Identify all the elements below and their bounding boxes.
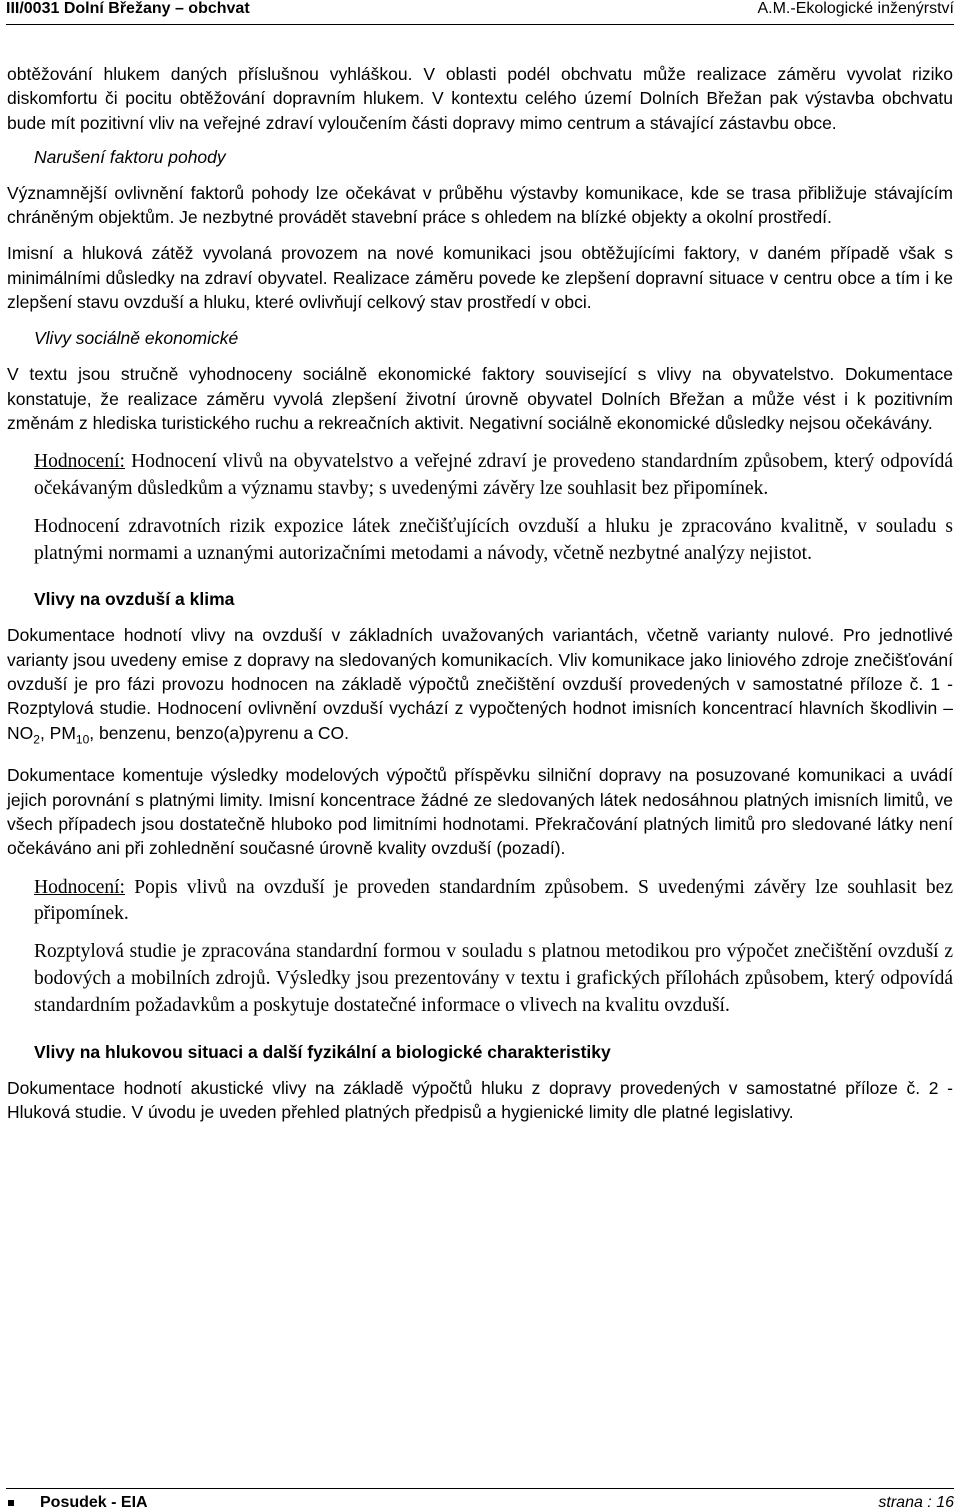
evaluation-text: Hodnocení vlivů na obyvatelstvo a veřejné zdraví je provedeno standardním způsobem, který odpovídá očekávaným důsledkům a významu stavby; s uvedenými závěry lze souhlasit bez připomínek. <box>34 451 953 500</box>
footer-page-number: strana : 16 <box>878 1494 954 1511</box>
section-heading: Vlivy na hlukovou situaci a další fyzikální a biologické charakteristiky <box>34 1041 611 1062</box>
paragraph-text: Dokumentace hodnotí vlivy na ovzduší v základních uvažovaných variantách, včetně varianty nulové. Pro jednotlivé varianty jsou uvedeny emise z dopravy na sledovaných komunikacích. Vliv komunikace jako liniového zdroje znečišťování ovzduší je pro fázi provozu hodnocen na základě výpočtů znečištění ovzduší provedených v samostatné příloze č. 1 - Rozptylová studie. Hodnocení ovlivnění ovzduší vychází z vypočtených hodnot imisních koncentrací hlavních škodlivin – NO <box>7 625 953 743</box>
evaluation-label: Hodnocení: <box>34 451 125 473</box>
page-footer <box>6 1488 954 1512</box>
paragraph: Významnější ovlivnění faktorů pohody lze očekávat v průběhu výstavby komunikace, kde se trasa přibližuje stávajícím chráněným objektům. Je nezbytné provádět stavební práce s ohledem na blízké objekty a okolní prostředí. <box>7 182 953 228</box>
evaluation-paragraph: Rozptylová studie je zpracována standardní formou v souladu s platnou metodikou pro výpočet znečištění ovzduší z bodových a mobilních zdrojů. Výsledky jsou prezentovány v textu i grafických přílohách způsobem, který odpovídá standardním požadavkům a poskytuje dostatečné informace o vlivech na kvalitu ovzduší. <box>34 941 953 1016</box>
footer-document-type: Posudek - EIA <box>40 1494 148 1511</box>
section-heading: Vlivy na ovzduší a klima <box>34 589 235 610</box>
paragraph <box>7 623 953 751</box>
page-content <box>7 62 953 1124</box>
paragraph: Dokumentace hodnotí akustické vlivy na základě výpočtů hluku z dopravy provedených v samostatné příloze č. 2 - Hluková studie. V úvodu je uveden přehled platných předpisů a hygienické limity dle platné legislativy. <box>7 1077 953 1122</box>
evaluation-paragraph <box>7 875 953 929</box>
square-bullet-icon <box>8 1500 14 1506</box>
header-rule <box>6 24 954 25</box>
subheading: Narušení faktoru pohody <box>34 146 226 167</box>
evaluation-paragraph <box>7 449 953 503</box>
evaluation-text: Popis vlivů na ovzduší je proveden standardním způsobem. S uvedenými závěry lze souhlasit bez připomínek. <box>34 876 953 925</box>
paragraph-text: , PM <box>39 722 76 743</box>
subscript: 2 <box>33 732 40 747</box>
paragraph: Dokumentace komentuje výsledky modelových výpočtů příspěvku silniční dopravy na posuzované komunikaci a uvádí jejich porovnání s platnými limity. Imisní koncentrace žádné ze sledovaných látek nedosáhnou platných imisních limitů, ve všech případech jsou dostatečně hluboko pod limitními hodnotami. Překračování platných limitů pro sledované látky není očekáváno ani při zohlednění současné úrovně kvality ovzduší (pozadí). <box>7 765 953 859</box>
paragraph: obtěžování hlukem daných příslušnou vyhláškou. V oblasti podél obchvatu může realizace záměru vyvolat riziko diskomfortu či pocitu obtěžování dopravním hlukem. V kontextu celého území Dolních Břežan pak výstavba obchvatu bude mít pozitivní vliv na veřejné zdraví vyloučením části dopravy mimo centrum a stávající zástavbu obce. <box>7 64 953 133</box>
subscript: 10 <box>75 732 90 747</box>
header-company: A.M.-Ekologické inženýrství <box>757 0 954 17</box>
page-header <box>6 0 954 26</box>
paragraph: Imisní a hluková zátěž vyvolaná provozem na nové komunikaci jsou obtěžujícími faktory, v daném případě však s minimálními důsledky na zdraví obyvatel. Realizace záměru povede ke zlepšení dopravní situace v centru obce a tím i ke zlepšení stavu ovzduší a hluku, které ovlivňují celkový stav prostředí v obci. <box>7 243 953 313</box>
evaluation-label: Hodnocení: <box>34 876 125 898</box>
footer-rule <box>6 1488 954 1489</box>
header-title: III/0031 Dolní Břežany – obchvat <box>6 0 250 17</box>
paragraph: V textu jsou stručně vyhodnoceny sociálně ekonomické faktory související s vlivy na obyvatelstvo. Dokumentace konstatuje, že realizace záměru vyvolá zlepšení životní úrovně obyvatel Dolních Břežan a může vést i k pozitivním změnám z hlediska turistického ruchu a rekreačních aktivit. Negativní sociálně ekonomické důsledky nejsou očekávány. <box>7 364 953 433</box>
paragraph-text: , benzenu, benzo(a)pyrenu a CO. <box>89 722 350 743</box>
evaluation-paragraph: Hodnocení zdravotních rizik expozice látek znečišťujících ovzduší a hluku je zpracováno kvalitně, v souladu s platnými normami a uznanými autorizačními metodami a návody, včetně nezbytné analýzy nejistot. <box>34 515 953 564</box>
subheading: Vlivy sociálně ekonomické <box>34 328 239 349</box>
